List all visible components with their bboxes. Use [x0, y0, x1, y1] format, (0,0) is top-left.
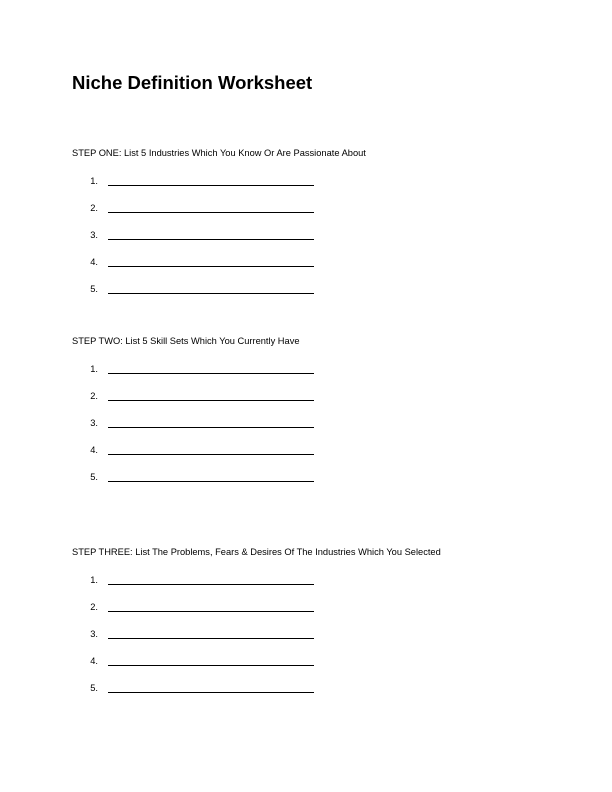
- item-number: 4.: [90, 656, 98, 666]
- item-number: 5.: [90, 683, 98, 693]
- item-number: 2.: [90, 203, 98, 213]
- answer-blank-line[interactable]: [108, 373, 314, 374]
- answer-blank-line[interactable]: [108, 400, 314, 401]
- item-number: 5.: [90, 284, 98, 294]
- item-number: 1.: [90, 176, 98, 186]
- answer-item: [72, 655, 332, 669]
- answer-item: [72, 628, 332, 642]
- answer-item: [72, 229, 332, 243]
- answer-item: [72, 363, 332, 377]
- item-number: 4.: [90, 257, 98, 267]
- answer-blank-line[interactable]: [108, 185, 314, 186]
- answer-blank-line[interactable]: [108, 454, 314, 455]
- answer-item: [72, 283, 332, 297]
- answer-item: [72, 256, 332, 270]
- answer-blank-line[interactable]: [108, 638, 314, 639]
- answer-blank-line[interactable]: [108, 692, 314, 693]
- answer-item: [72, 471, 332, 485]
- answer-item: [72, 682, 332, 696]
- item-number: 5.: [90, 472, 98, 482]
- step-heading: STEP TWO: List 5 Skill Sets Which You Currently Have: [72, 336, 300, 346]
- answer-blank-line[interactable]: [108, 611, 314, 612]
- answer-blank-line[interactable]: [108, 239, 314, 240]
- answer-item: [72, 390, 332, 404]
- answer-item: [72, 175, 332, 189]
- answer-blank-line[interactable]: [108, 212, 314, 213]
- item-number: 1.: [90, 364, 98, 374]
- answer-blank-line[interactable]: [108, 584, 314, 585]
- item-number: 2.: [90, 602, 98, 612]
- step-heading: STEP THREE: List The Problems, Fears & Desires Of The Industries Which You Selected: [72, 547, 441, 557]
- answer-item: [72, 601, 332, 615]
- answer-blank-line[interactable]: [108, 481, 314, 482]
- answer-item: [72, 574, 332, 588]
- item-number: 1.: [90, 575, 98, 585]
- page-title: Niche Definition Worksheet: [72, 72, 313, 93]
- answer-item: [72, 417, 332, 431]
- item-number: 3.: [90, 418, 98, 428]
- answer-blank-line[interactable]: [108, 427, 314, 428]
- item-number: 3.: [90, 230, 98, 240]
- item-number: 2.: [90, 391, 98, 401]
- answer-item: [72, 202, 332, 216]
- item-number: 4.: [90, 445, 98, 455]
- step-heading: STEP ONE: List 5 Industries Which You Know Or Are Passionate About: [72, 148, 366, 158]
- item-number: 3.: [90, 629, 98, 639]
- answer-item: [72, 444, 332, 458]
- answer-blank-line[interactable]: [108, 293, 314, 294]
- answer-blank-line[interactable]: [108, 665, 314, 666]
- answer-blank-line[interactable]: [108, 266, 314, 267]
